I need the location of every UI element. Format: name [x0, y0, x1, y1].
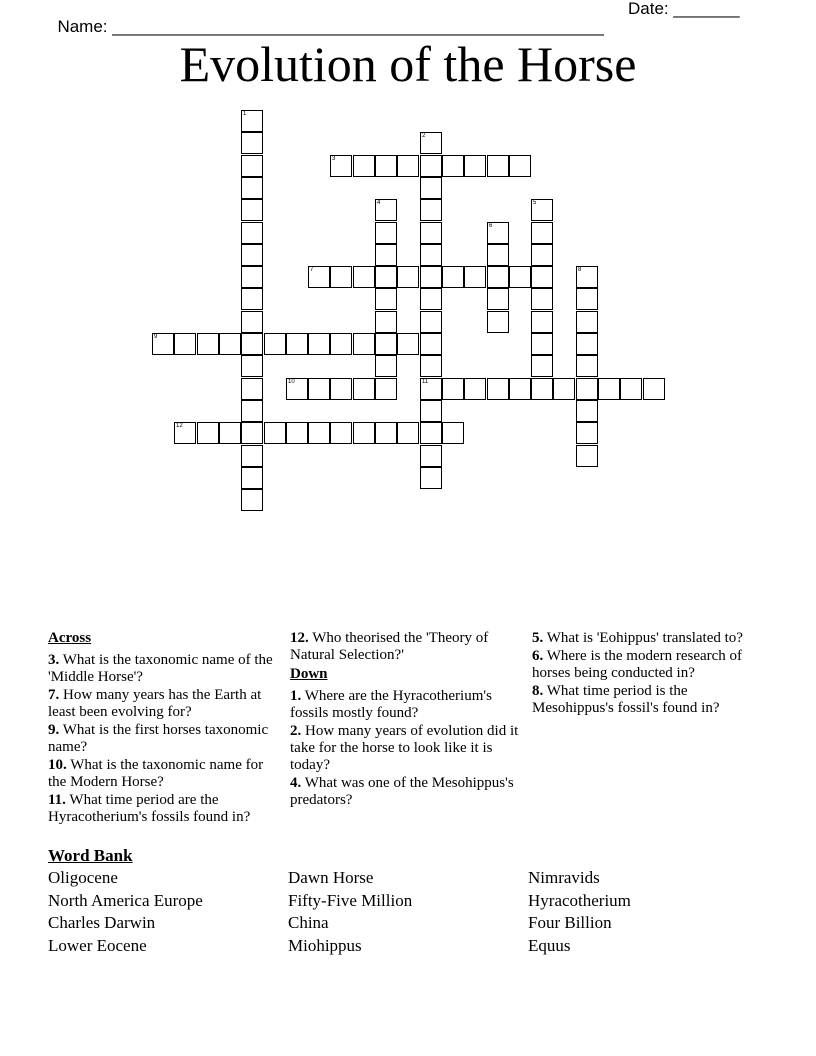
crossword-cell[interactable]	[330, 266, 352, 288]
crossword-cell[interactable]	[375, 378, 397, 400]
clue-down-5: 5. What is 'Eohippus' translated to?	[532, 630, 743, 646]
crossword-cell[interactable]	[420, 288, 442, 310]
crossword-cell[interactable]	[531, 378, 553, 400]
clue-down-2: 2. How many years of evolution did it take for the horse to look like it is today?	[290, 723, 519, 773]
clue-number-label: 9	[154, 334, 158, 340]
crossword-cell[interactable]	[375, 155, 397, 177]
clue-number-label: 11	[422, 379, 429, 385]
word-bank-item: Dawn Horse	[288, 868, 374, 887]
crossword-cell[interactable]	[464, 378, 486, 400]
clue-down-6: 6. Where is the modern research of horses being conducted in?	[532, 648, 743, 681]
crossword-cell[interactable]	[420, 400, 442, 422]
down-clues-column-3	[532, 630, 768, 718]
crossword-cell[interactable]	[375, 355, 397, 377]
clue-across-9: 9. What is the first horses taxonomic name?	[48, 722, 269, 755]
crossword-cell[interactable]	[286, 378, 308, 400]
crossword-cell[interactable]	[531, 199, 553, 221]
crossword-cell[interactable]	[576, 333, 598, 355]
crossword-cell[interactable]	[375, 333, 397, 355]
crossword-cell[interactable]	[219, 422, 241, 444]
crossword-cell[interactable]	[308, 378, 330, 400]
crossword-cell[interactable]	[375, 222, 397, 244]
crossword-cell[interactable]	[286, 333, 308, 355]
crossword-cell[interactable]	[241, 445, 263, 467]
crossword-cell[interactable]	[174, 333, 196, 355]
crossword-cell[interactable]	[397, 155, 419, 177]
crossword-cell[interactable]	[531, 333, 553, 355]
word-bank-item: Miohippus	[288, 936, 362, 955]
crossword-cell[interactable]	[375, 199, 397, 221]
crossword-cell[interactable]	[241, 266, 263, 288]
crossword-cell[interactable]	[353, 378, 375, 400]
crossword-cell[interactable]	[531, 244, 553, 266]
crossword-cell[interactable]	[464, 266, 486, 288]
crossword-cell[interactable]	[420, 266, 442, 288]
crossword-cell[interactable]	[487, 244, 509, 266]
crossword-cell[interactable]	[330, 155, 352, 177]
crossword-cell[interactable]	[420, 445, 442, 467]
crossword-cell[interactable]	[442, 422, 464, 444]
clue-across-3: 3. What is the taxonomic name of the 'Middle Horse'?	[48, 652, 273, 685]
crossword-cell[interactable]	[353, 155, 375, 177]
word-bank-heading: Word Bank	[48, 846, 133, 865]
word-bank-item: Equus	[528, 936, 571, 955]
crossword-cell[interactable]	[375, 266, 397, 288]
crossword-cell[interactable]	[576, 311, 598, 333]
crossword-cell[interactable]	[487, 222, 509, 244]
word-bank-item: Nimravids	[528, 868, 600, 887]
crossword-cell[interactable]	[397, 422, 419, 444]
crossword-cell[interactable]	[420, 177, 442, 199]
crossword-cell[interactable]	[241, 155, 263, 177]
clue-across-10: 10. What is the taxonomic name for the Modern Horse?	[48, 757, 264, 790]
clue-number-label: 12	[176, 423, 183, 429]
crossword-cell[interactable]	[509, 378, 531, 400]
clues-column-2	[290, 630, 526, 810]
crossword-cell[interactable]	[420, 132, 442, 154]
crossword-cell[interactable]	[375, 422, 397, 444]
crossword-cell[interactable]	[308, 266, 330, 288]
clue-number-label: 1	[243, 111, 247, 117]
crossword-cell[interactable]	[576, 445, 598, 467]
clue-across-11: 11. What time period are the Hyracotherium's fossils found in?	[48, 792, 251, 825]
crossword-cell[interactable]	[241, 311, 263, 333]
crossword-cell[interactable]	[576, 400, 598, 422]
crossword-cell[interactable]	[420, 467, 442, 489]
crossword-cell[interactable]	[241, 489, 263, 511]
crossword-cell[interactable]	[420, 244, 442, 266]
crossword-cell[interactable]	[531, 222, 553, 244]
clue-number-label: 3	[332, 156, 336, 162]
word-bank-item: Four Billion	[528, 913, 612, 932]
crossword-cell[interactable]	[241, 422, 263, 444]
crossword-cell[interactable]	[576, 266, 598, 288]
crossword-cell[interactable]	[643, 378, 665, 400]
crossword-cell[interactable]	[241, 400, 263, 422]
date-field-label[interactable]: Date: _______	[628, 0, 740, 18]
crossword-cell[interactable]	[152, 333, 174, 355]
name-field-label[interactable]: Name: ____________________________________________________	[57, 17, 604, 36]
crossword-cell[interactable]	[531, 355, 553, 377]
crossword-cell[interactable]	[420, 422, 442, 444]
crossword-cell[interactable]	[576, 422, 598, 444]
crossword-cell[interactable]	[330, 378, 352, 400]
crossword-cell[interactable]	[531, 311, 553, 333]
crossword-cell[interactable]	[487, 288, 509, 310]
crossword-cell[interactable]	[241, 110, 263, 132]
page-title: Evolution of the Horse	[179, 36, 637, 92]
clue-down-4: 4. What was one of the Mesohippus's predators?	[290, 775, 514, 808]
crossword-cell[interactable]	[420, 333, 442, 355]
crossword-cell[interactable]	[241, 378, 263, 400]
crossword-cell[interactable]	[241, 199, 263, 221]
crossword-cell[interactable]	[308, 422, 330, 444]
clue-number-label: 6	[489, 223, 493, 229]
crossword-cell[interactable]	[241, 355, 263, 377]
clue-down-8: 8. What time period is the Mesohippus's fossil's found in?	[532, 683, 720, 716]
crossword-cell[interactable]	[353, 266, 375, 288]
crossword-cell[interactable]	[197, 422, 219, 444]
crossword-cell[interactable]	[487, 378, 509, 400]
crossword-cell[interactable]	[576, 378, 598, 400]
crossword-cell[interactable]	[420, 311, 442, 333]
crossword-cell[interactable]	[442, 155, 464, 177]
down-heading: Down	[290, 666, 328, 682]
crossword-cell[interactable]	[420, 355, 442, 377]
crossword-cell[interactable]	[241, 222, 263, 244]
clue-number-label: 8	[578, 267, 582, 273]
word-bank-item: Lower Eocene	[48, 936, 147, 955]
clue-across-12: 12. Who theorised the 'Theory of Natural Selection?'	[290, 630, 489, 663]
word-bank-item: Fifty-Five Million	[288, 891, 413, 910]
crossword-cell[interactable]	[620, 378, 642, 400]
clue-number-label: 5	[533, 200, 537, 206]
crossword-cell[interactable]	[286, 422, 308, 444]
clue-number-label: 4	[377, 200, 381, 206]
crossword-cell[interactable]	[487, 266, 509, 288]
crossword-cell[interactable]	[330, 333, 352, 355]
crossword-cell[interactable]	[375, 311, 397, 333]
crossword-cell[interactable]	[308, 333, 330, 355]
clue-number-label: 2	[422, 133, 426, 139]
crossword-cell[interactable]	[576, 355, 598, 377]
across-clues-column-1	[48, 630, 284, 827]
word-bank-item: Hyracotherium	[528, 891, 631, 910]
clue-down-1: 1. Where are the Hyracotherium's fossils mostly found?	[290, 688, 492, 721]
clue-across-7: 7. How many years has the Earth at least been evolving for?	[48, 687, 262, 720]
crossword-cell[interactable]	[241, 177, 263, 199]
crossword-cell[interactable]	[442, 266, 464, 288]
crossword-cell[interactable]	[576, 288, 598, 310]
clue-number-label: 10	[288, 379, 295, 385]
crossword-cell[interactable]	[420, 222, 442, 244]
crossword-cell[interactable]	[219, 333, 241, 355]
across-heading: Across	[48, 630, 92, 646]
clue-number-label: 7	[310, 267, 314, 273]
word-bank-item: North America Europe	[48, 891, 203, 910]
crossword-cell[interactable]	[330, 422, 352, 444]
crossword-cell[interactable]	[197, 333, 219, 355]
crossword-cell[interactable]	[241, 333, 263, 355]
crossword-cell[interactable]	[353, 422, 375, 444]
word-bank	[48, 868, 768, 960]
crossword-cell[interactable]	[353, 333, 375, 355]
crossword-cell[interactable]	[487, 155, 509, 177]
word-bank-item: China	[288, 913, 329, 932]
crossword-cell[interactable]	[264, 422, 286, 444]
crossword-cell[interactable]	[598, 378, 620, 400]
crossword-cell[interactable]	[464, 155, 486, 177]
crossword-cell[interactable]	[509, 155, 531, 177]
crossword-cell[interactable]	[487, 311, 509, 333]
crossword-cell[interactable]	[375, 244, 397, 266]
crossword-cell[interactable]	[174, 422, 196, 444]
crossword-cell[interactable]	[420, 155, 442, 177]
crossword-cell[interactable]	[509, 266, 531, 288]
crossword-cell[interactable]	[241, 132, 263, 154]
crossword-cell[interactable]	[442, 378, 464, 400]
word-bank-item: Oligocene	[48, 868, 118, 887]
crossword-cell[interactable]	[397, 266, 419, 288]
crossword-cell[interactable]	[375, 288, 397, 310]
crossword-cell[interactable]	[397, 333, 419, 355]
crossword-cell[interactable]	[264, 333, 286, 355]
crossword-cell[interactable]	[553, 378, 575, 400]
word-bank-item: Charles Darwin	[48, 913, 156, 932]
crossword-cell[interactable]	[420, 378, 442, 400]
crossword-cell[interactable]	[531, 288, 553, 310]
crossword-cell[interactable]	[241, 244, 263, 266]
crossword-cell[interactable]	[420, 199, 442, 221]
crossword-cell[interactable]	[531, 266, 553, 288]
crossword-cell[interactable]	[241, 288, 263, 310]
crossword-cell[interactable]	[241, 467, 263, 489]
